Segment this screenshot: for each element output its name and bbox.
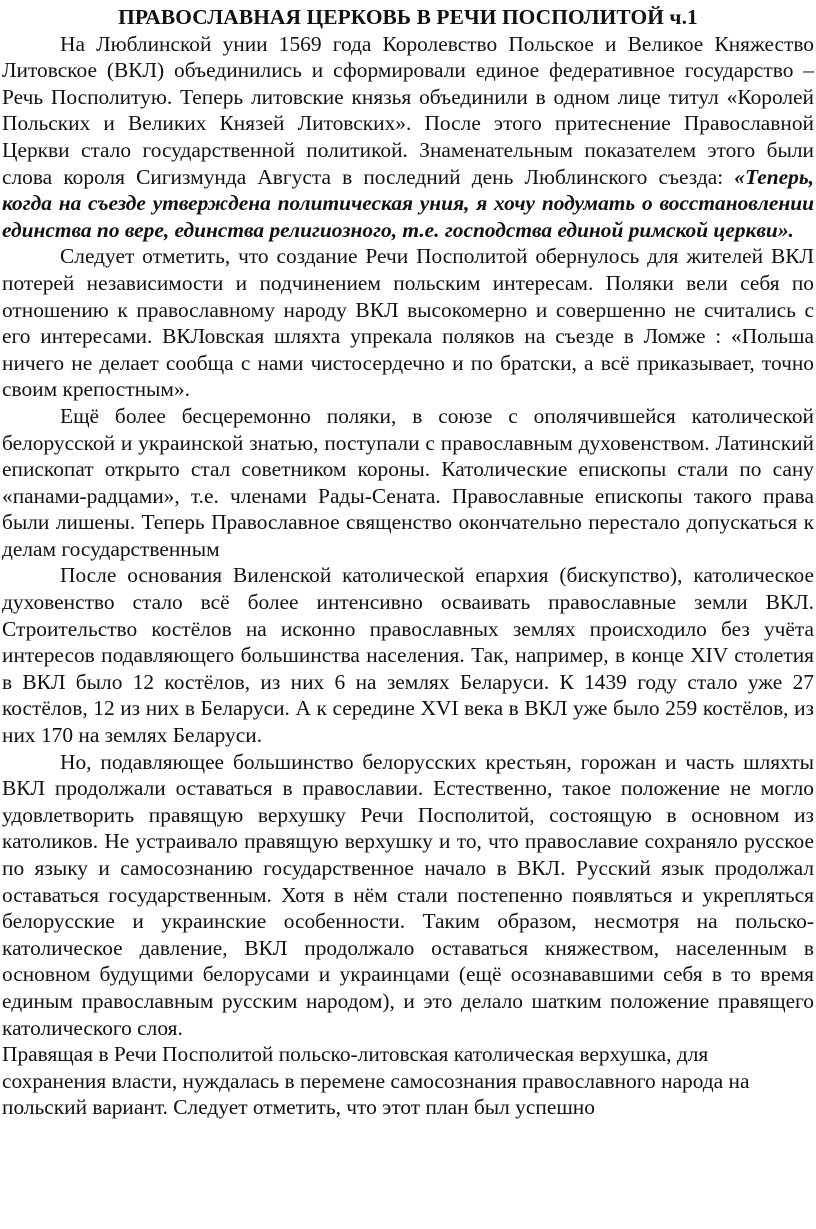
- paragraph-lublin-union: [2, 31, 814, 244]
- paragraph-text: На Люблинской унии 1569 года Королевство Польское и Великое Княжество Литовское (ВКЛ) объединились и сформировали единое федеративное государство – Речь Посполитую. Теперь литовские князья объединили в одном лице титул «Королей Польских и Великих Князей Литовских». После этого притеснение Православной Церкви стало государственной политикой. Знаменательным показателем этого были слова короля Сигизмунда Августа в последний день Люблинского съезда:: [2, 31, 814, 189]
- paragraph-ruling-elite: Правящая в Речи Посполитой польско-литовская католическая верхушка, для сохранения власти, нуждалась в перемене самосознания православного народа на польский вариант. Следует отметить, что этот план был успешно: [2, 1042, 750, 1120]
- paragraph-clergy: Ещё более бесцеремонно поляки, в союзе с ополячившейся католической белорусской и украинской знатью, поступали с православным духовенством. Латинский епископат открыто стал советником короны. Католические епископы стали по сану «панами-радцами», т.е. членами Рады-Сената. Православные епископы такого права были лишены. Теперь Православное священство окончательно перестало допускаться к делам государственным: [2, 403, 814, 561]
- paragraph-rzeczpospolita: Следует отметить, что создание Речи Посполитой обернулось для жителей ВКЛ потерей независимости и подчинением польским интересам. Поляки вели себя по отношению к православному народу ВКЛ высокомерно и совершенно не считались с его интересами. ВКЛовская шляхта упрекала поляков на съезде в Ломже : «Польша ничего не делает сообща с нами чистосердечно и по братски, а всё приказывает, точно своим крепостным».: [2, 244, 814, 402]
- paragraph-churches: После основания Виленской католической епархия (бискупство), католическое духовенство стало всё более интенсивно осваивать православные земли ВКЛ. Строительство костёлов на исконно православных землях происходило без учёта интересов подавляющего большинства населения. Так, например, в конце XIV столетия в ВКЛ было 12 костёлов, из них 6 на землях Беларуси. К 1439 году стало уже 27 костёлов, 12 из них в Беларуси. А к середине XVI века в ВКЛ уже было 259 костёлов, из них 170 на землях Беларуси.: [2, 563, 814, 748]
- paragraph-orthodoxy: Но, подавляющее большинство белорусских крестьян, горожан и часть шляхты ВКЛ продолжали оставаться в православии. Естественно, такое положение не могло удовлетворить правящую верхушку Речи Посполитой, состоящую в основном из католиков. Не устраивало правящую верхушку и то, что православие сохраняло русское по языку и самосознанию государственное начало в ВКЛ. Русский язык продолжал оставаться государственным. Хотя в нём стали постепенно появляться и укрепляться белорусские и украинские особенности. Таким образом, несмотря на польско-католическое давление, ВКЛ продолжало оставаться княжеством, населенным в основном будущими белорусами и украинцами (ещё осознававшими себя в то время единым православным русским народом), и это делало шатким положение правящего католического слоя.: [2, 749, 814, 1040]
- document-title: ПРАВОСЛАВНАЯ ЦЕРКОВЬ В РЕЧИ ПОСПОЛИТОЙ ч.1: [118, 5, 698, 29]
- king-sigismund-quote: «Теперь, когда на съезде утверждена политическая уния, я хочу подумать о восстановлении единства по вере, единства религиозного, т.е. господства единой римской церкви».: [2, 164, 814, 242]
